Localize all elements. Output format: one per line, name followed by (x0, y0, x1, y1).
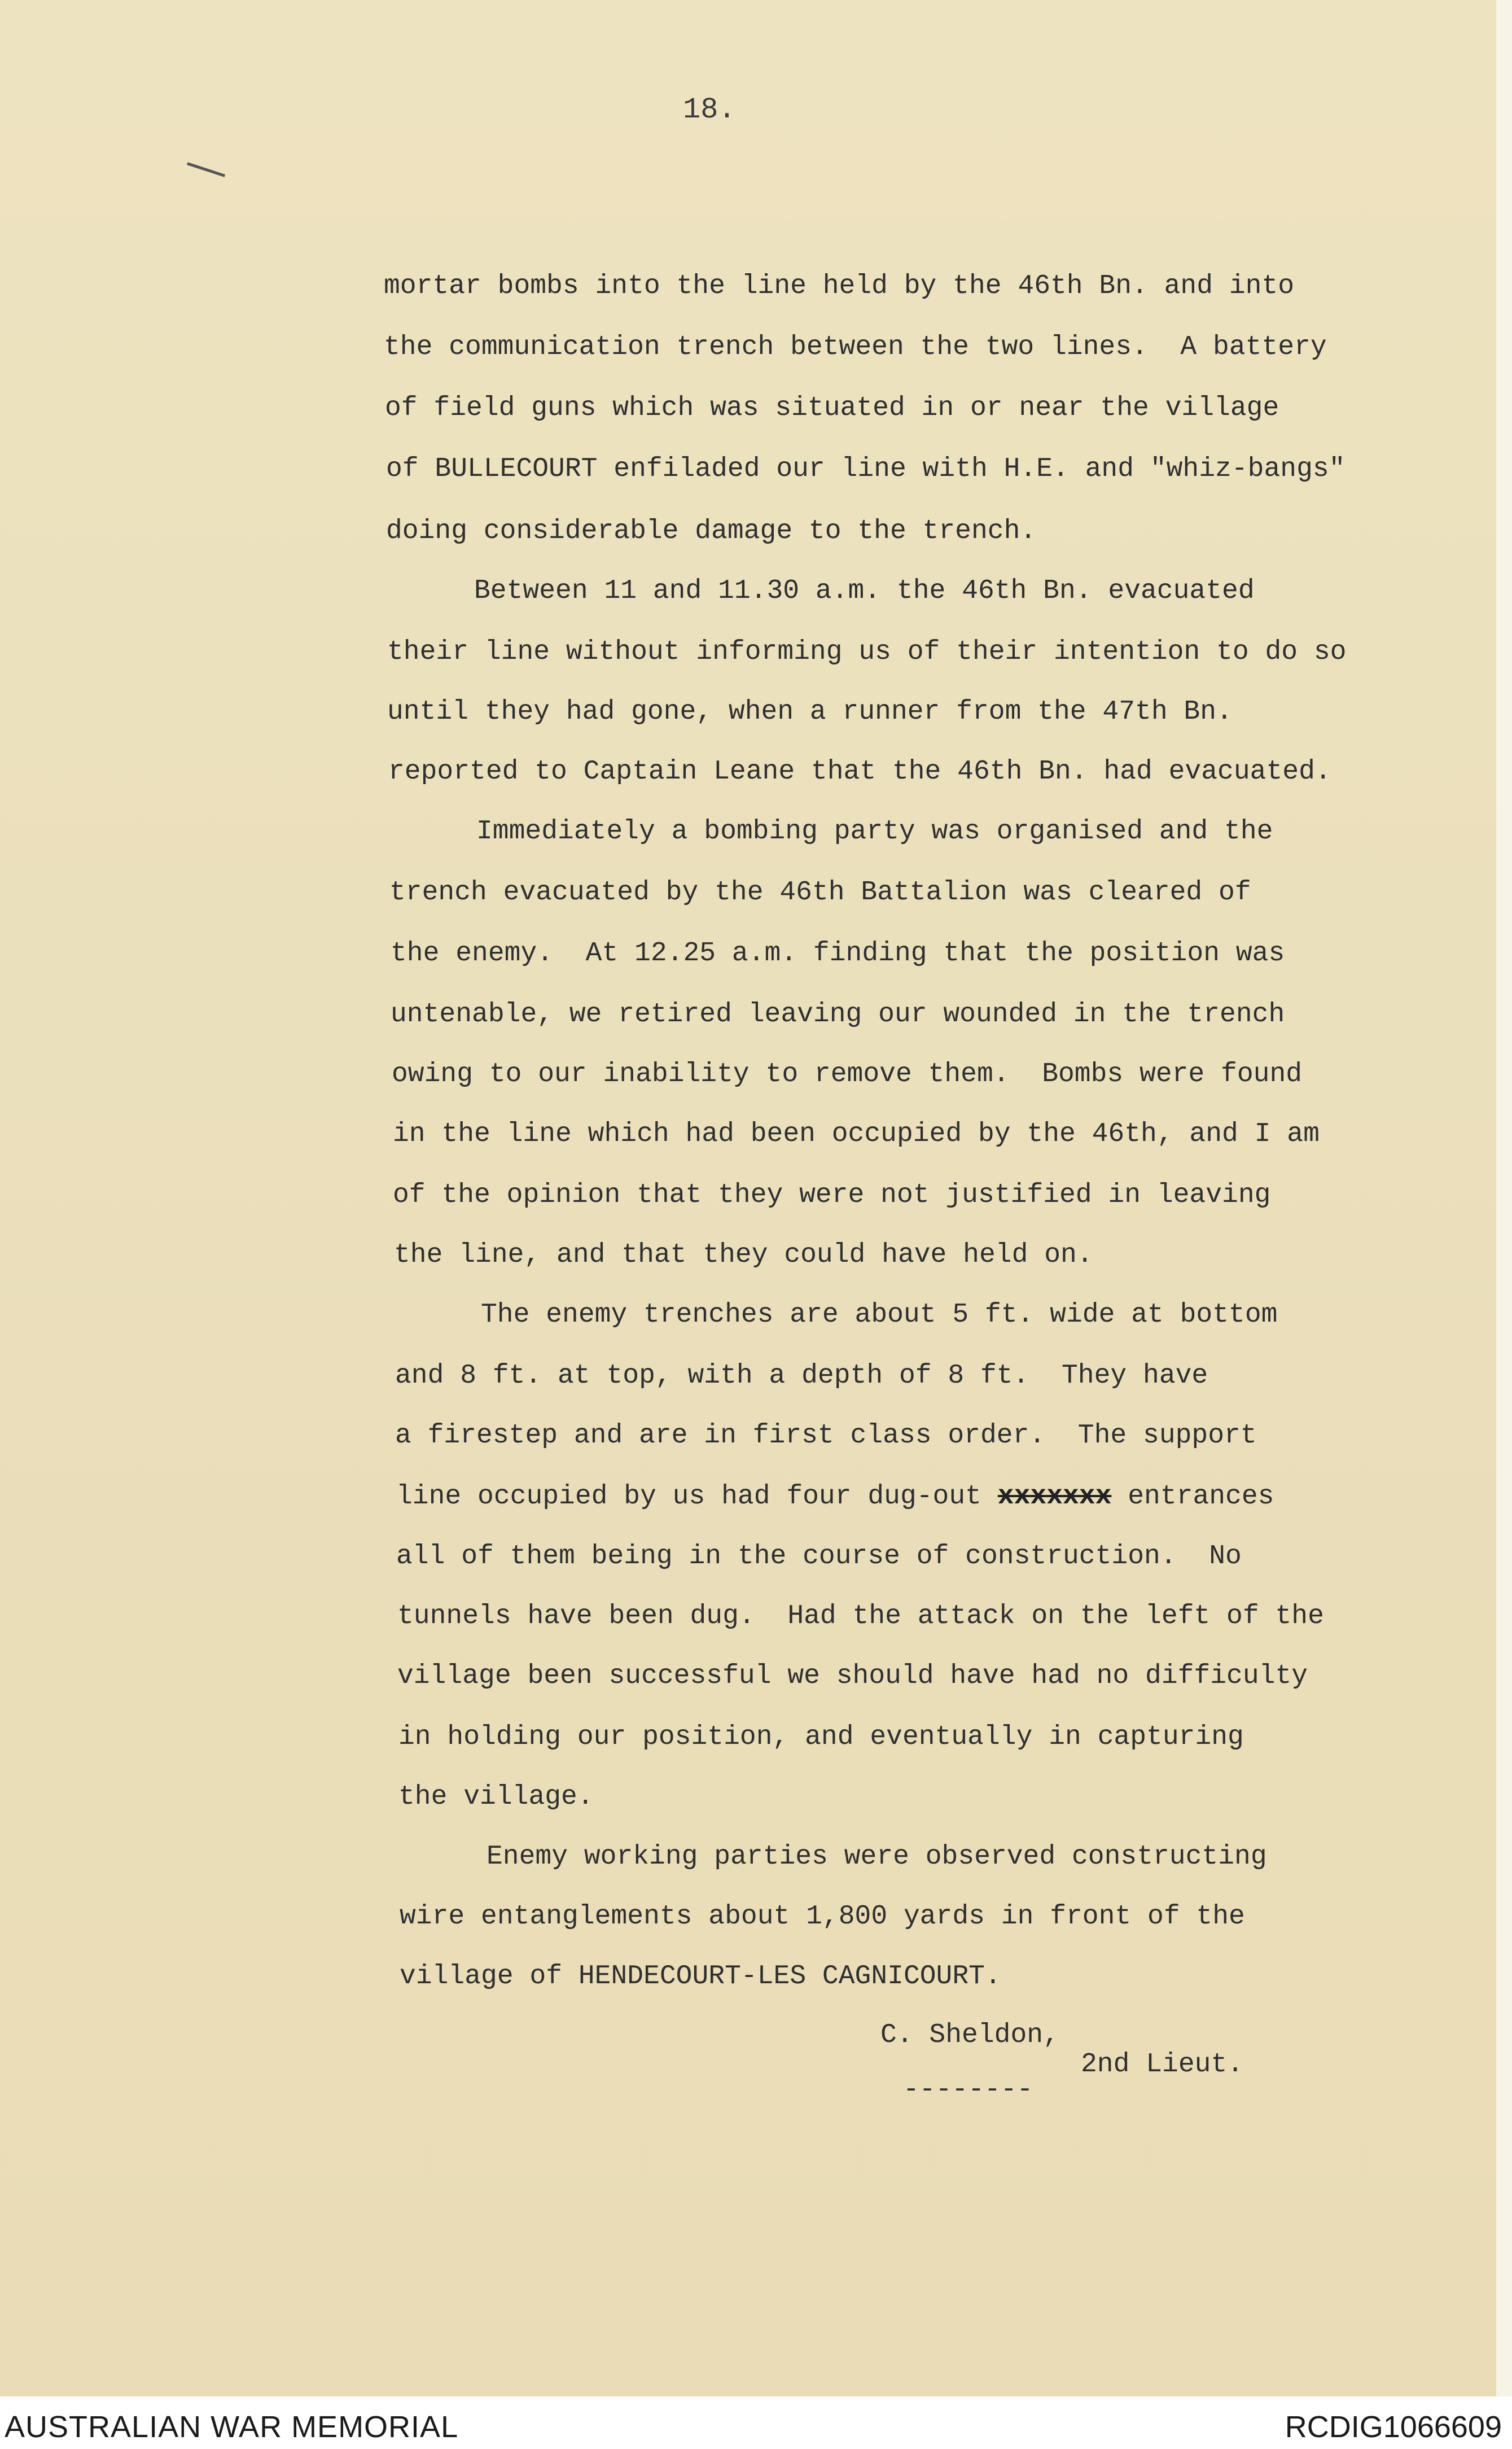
body-line: village of HENDECOURT-LES CAGNICOURT. (400, 1961, 1001, 1992)
body-line: all of them being in the course of construction. No (396, 1541, 1242, 1572)
archive-name: AUSTRALIAN WAR MEMORIAL (5, 2410, 459, 2444)
struck-out-text: xxxxxxx (997, 1481, 1112, 1512)
body-line: the enemy. At 12.25 a.m. finding that the position was (391, 938, 1285, 969)
body-line: untenable, we retired leaving our wounded in the trench (391, 999, 1285, 1030)
body-line: until they had gone, when a runner from the 47th Bn. (387, 697, 1233, 727)
body-line: mortar bombs into the line held by the 46th Bn. and into (384, 271, 1295, 301)
body-line: Between 11 and 11.30 a.m. the 46th Bn. evacuated (474, 576, 1255, 606)
body-line: Enemy working parties were observed constructing (487, 1842, 1267, 1872)
body-line: in holding our position, and eventually in capturing (398, 1722, 1244, 1752)
body-line: of the opinion that they were not justified in leaving (393, 1180, 1271, 1210)
page-number: 18. (683, 93, 736, 126)
body-line: village been successful we should have had no difficulty (397, 1661, 1308, 1691)
body-line: Immediately a bombing party was organised and the (476, 816, 1273, 847)
body-line: the village. (398, 1782, 594, 1812)
body-line: wire entanglements about 1,800 yards in front of the (400, 1901, 1245, 1932)
body-line: and 8 ft. at top, with a depth of 8 ft. They have (395, 1361, 1208, 1391)
archive-id: RCDIG1066609 (1285, 2410, 1502, 2444)
body-line: doing considerable damage to the trench. (386, 516, 1037, 546)
body-line: the communication trench between the two lines. A battery (384, 332, 1327, 362)
page-edge (1496, 0, 1512, 2396)
body-line: reported to Captain Leane that the 46th Bn. had evacuated. (388, 756, 1331, 787)
body-line: a firestep and are in first class order. The support (395, 1420, 1257, 1451)
body-line-text: entrances (1128, 1481, 1274, 1512)
body-line: of BULLECOURT enfiladed our line with H.E. and "whiz-bangs" (386, 454, 1346, 484)
body-line-text: line occupied by us had four dug-out (396, 1481, 981, 1512)
body-line: in the line which had been occupied by the 46th, and I am (393, 1119, 1320, 1149)
body-line: the line, and that they could have held on. (394, 1240, 1093, 1270)
body-line: tunnels have been dug. Had the attack on the left of the (397, 1601, 1324, 1632)
body-line: trench evacuated by the 46th Battalion was cleared of (389, 877, 1251, 908)
body-line: The enemy trenches are about 5 ft. wide at bottom (481, 1300, 1278, 1330)
body-line: their line without informing us of their intention to do so (387, 637, 1347, 667)
signature-rank: 2nd Lieut. (1081, 2049, 1244, 2080)
signature-dashes: -------- (903, 2075, 1033, 2105)
body-line (396, 1481, 1274, 1512)
body-line: owing to our inability to remove them. Bombs were found (392, 1059, 1303, 1090)
body-line: of field guns which was situated in or near the village (385, 393, 1279, 423)
signature-name: C. Sheldon, (880, 2020, 1059, 2050)
